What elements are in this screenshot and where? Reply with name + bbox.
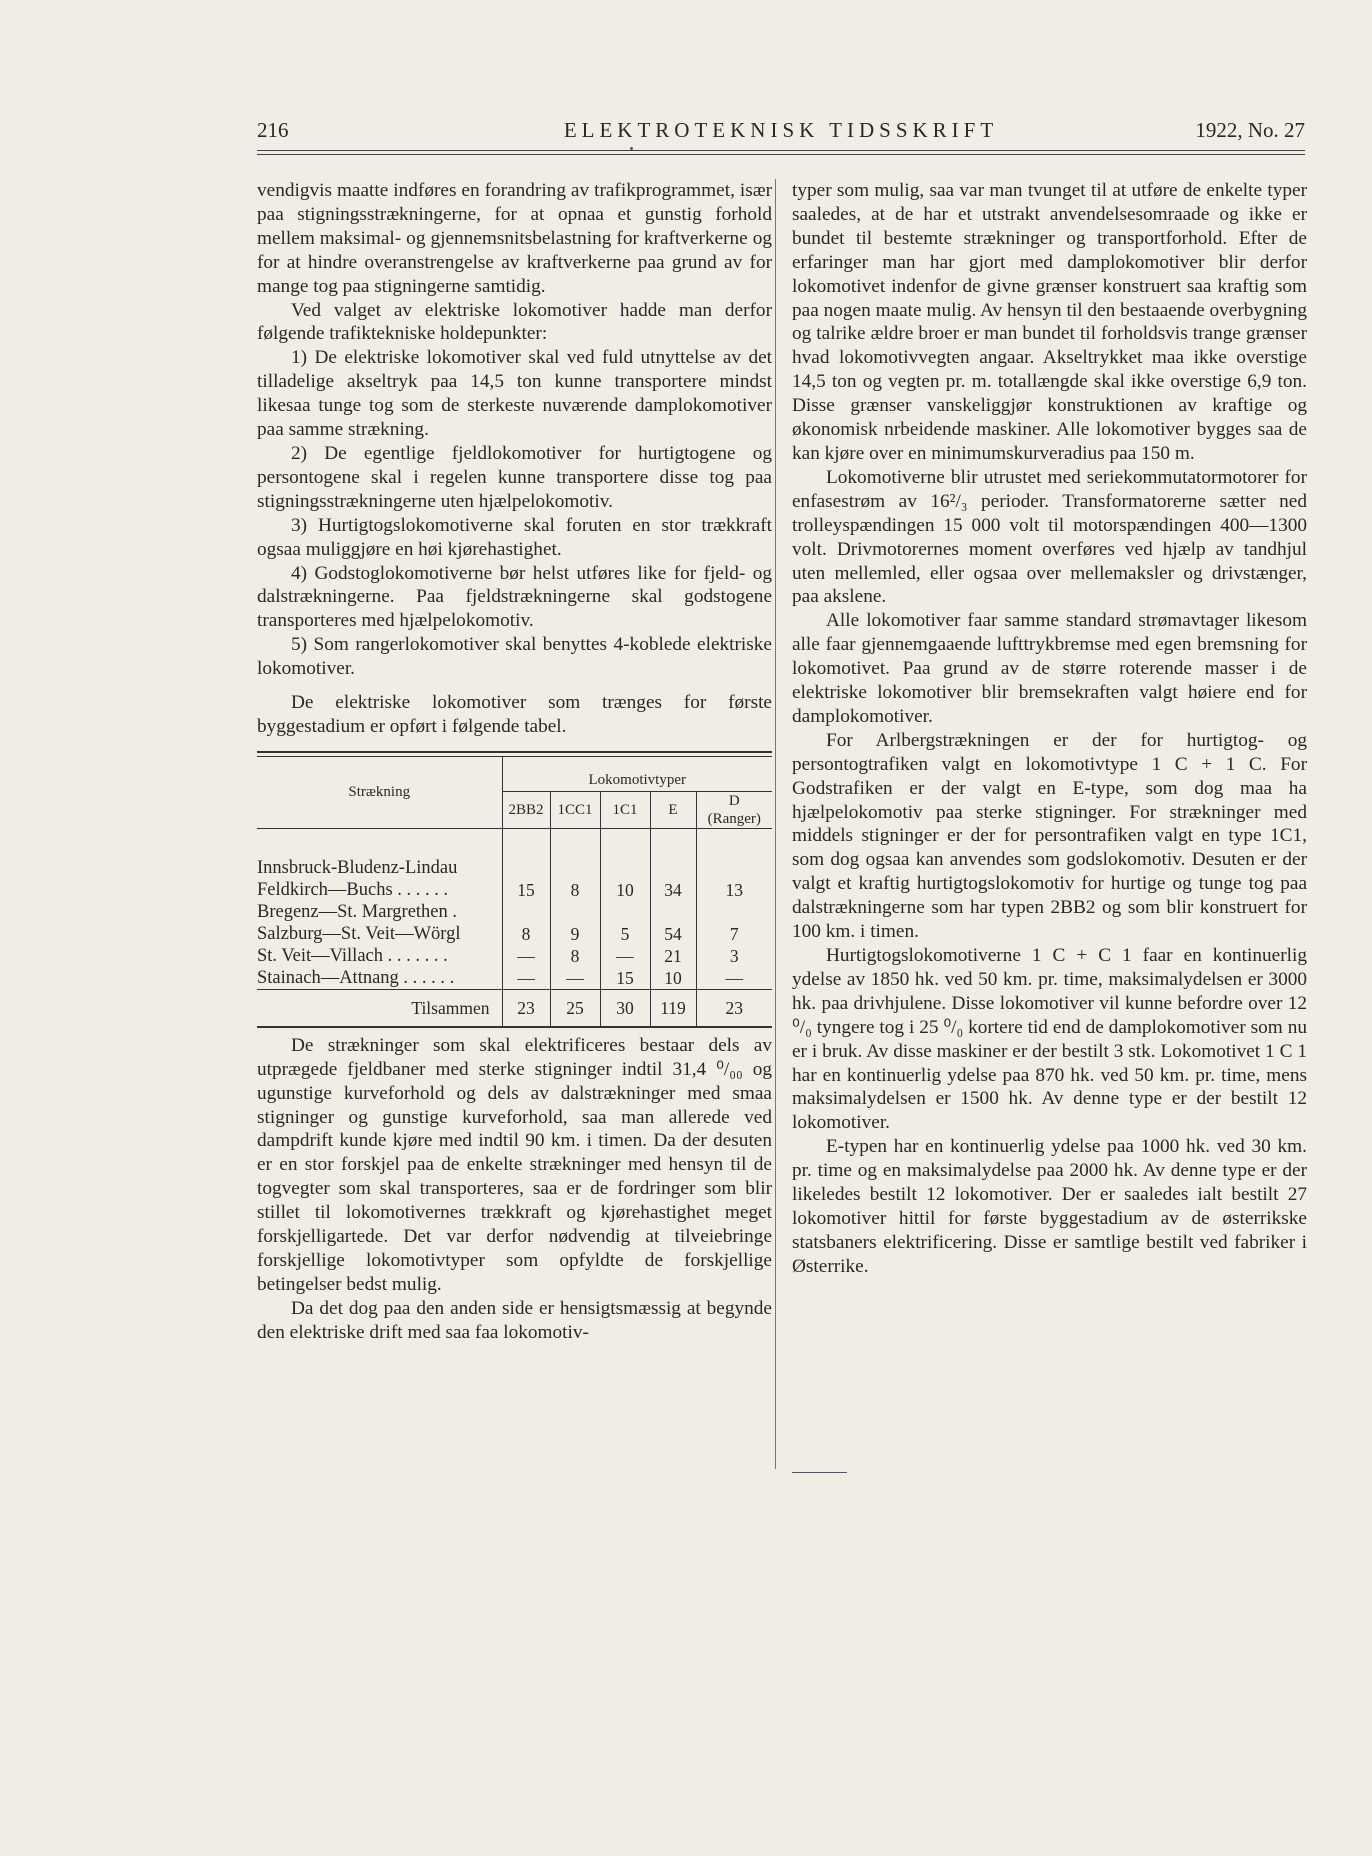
row-label: Salzburg—St. Veit—Wörgl bbox=[257, 923, 461, 944]
table-cell: 10 bbox=[600, 879, 650, 901]
column-separator bbox=[775, 179, 776, 1469]
locomotive-table bbox=[257, 751, 772, 1028]
paragraph: For Arlbergstrækningen er der for hurtigtog- og persontogtrafiken valgt en lokomotivtype 1 C + 1 C. For Godstrafiken er der valgt en E-type, som dog maa ha hjælpelokomotiv paa sterke stigninger. For strækninger med middels stigninger er der for persontrafiken valgt en type 1C1, som dog ogsaa kan anvendes som godslokomotiv. Desuten er der valgt et kraftig hurtigtogslokomotiv for hurtige og tunge tog paa dalstrækningerne som har typen 2BB2 og som blir konstruert for 100 km. i timen. bbox=[792, 729, 1307, 943]
table-cell: 15 bbox=[502, 879, 550, 901]
list-item: 5) Som rangerlokomotiver skal benyttes 4-koblede elektriske lokomotiver. bbox=[257, 634, 772, 680]
row-label: Feldkirch—Buchs . . . . . . bbox=[257, 879, 449, 900]
table-cell: — bbox=[550, 967, 600, 990]
table-cell: 8 bbox=[550, 945, 600, 967]
row-header: Strækning bbox=[257, 757, 502, 829]
row-label: Stainach—Attnang . . . . . . bbox=[257, 967, 455, 988]
paragraph: E-typen har en kontinuerlig ydelse paa 1000 hk. ved 30 km. pr. time og en maksimalydelse paa 2000 hk. Av denne type er der likeledes bestilt 12 lokomotiver. Der er saaledes ialt bestilt 27 lokomotiver hittil for første byggestadium av de østerrikske statsbaners elektrificering. Disse er samtlige bestilt ved fabriker i Østerrike. bbox=[792, 1136, 1307, 1277]
paragraph: Hurtigtogslokomotiverne 1 C + C 1 faar en kontinuerlig ydelse av 1850 hk. ved 50 km. pr. time, maksimalydelsen er 3000 hk. paa drivhjulene. Disse lokomotiver vil kunne befordre over 12 ⁰/₀ tyngere tog i 25 ⁰/₀ kortere tid end de damplokomotiver som nu er i bruk. Av disse maskiner er der bestilt 3 stk. Lokomotivet 1 C 1 har en kontinuerlig ydelse paa 870 hk. ved 50 km. pr. time, mens maksimalydelsen er 1500 hk. Av denne type er der bestilt 12 lokomotiver. bbox=[792, 945, 1307, 1134]
table-cell: — bbox=[696, 967, 772, 990]
total-label: Tilsammen bbox=[257, 989, 502, 1027]
column-header: 1CC1 bbox=[550, 791, 600, 828]
table-cell: 3 bbox=[696, 945, 772, 967]
paragraph: vendigvis maatte indføres en forandring av trafikprogrammet, især paa stigningsstrækningerne, for at opnaa et gunstig forhold mellem maksimal- og gjennemsnitsbelastning for kraftverkerne og for at hindre overanstrengelse av kraftverkerne paa grund av for mange tog paa stigningerne samtidig. bbox=[257, 180, 772, 297]
table-cell: 5 bbox=[600, 923, 650, 945]
column-header-main: D bbox=[728, 792, 740, 809]
journal-title: ELEKTROTEKNISK TIDSSKRIFT bbox=[563, 118, 999, 142]
table-cell: 21 bbox=[650, 945, 696, 967]
table-row bbox=[257, 945, 772, 967]
table-cell: — bbox=[502, 945, 550, 967]
table-cell: 10 bbox=[650, 967, 696, 990]
table-cell: 34 bbox=[650, 879, 696, 901]
table-row bbox=[257, 901, 772, 923]
table-cell: 54 bbox=[650, 923, 696, 945]
paragraph: De strækninger som skal elektrificeres bestaar dels av utprægede fjeldbaner med sterke stigninger indtil 31,4 ⁰/₀₀ og ugunstige kurveforhold og dels av dalstrækninger med smaa stigninger og gunstige kurveforhold, saa man allerede ved dampdrift kunde kjøre med indtil 90 km. i timen. Da der desuten er en stor forskjel paa de enkelte strækninger med hensyn til de togvegter som skal transporteres, saa er de fordringer som blir stillet til lokomotivernes trækkraft og kjørehastighet meget forskjelligartede. Det var derfor nødvendig at tilveiebringe forskjellige lokomotivtyper som opfyldte de forskjellige betingelser bedst mulig. bbox=[257, 1034, 772, 1295]
table-cell: — bbox=[600, 945, 650, 967]
table-row bbox=[257, 967, 772, 990]
total-cell: 23 bbox=[502, 989, 550, 1027]
table-cell: 15 bbox=[600, 967, 650, 990]
list-item: 1) De elektriske lokomotiver skal ved fuld utnyttelse av det tilladelige akseltryk paa 14,5 ton kunne transportere mindst likesaa tunge tog som de sterkeste nuværende damplokomotiver paa samme strækning. bbox=[257, 347, 772, 441]
table-cell: 8 bbox=[502, 923, 550, 945]
table-cell: 8 bbox=[550, 879, 600, 901]
paragraph: Da det dog paa den anden side er hensigtsmæssig at begynde den elektriske drift med saa faa lokomotiv- bbox=[257, 1297, 772, 1343]
right-column bbox=[792, 179, 1307, 1279]
list-item: 4) Godstoglokomotiverne bør helst utføres like for fjeld- og dalstrækningerne. Paa fjeldstrækningerne skal godstogene transporteres med hjælpelokomotiv. bbox=[257, 562, 772, 632]
header-rule-bottom bbox=[257, 154, 1305, 155]
column-header: 1C1 bbox=[600, 791, 650, 828]
header-rule-top bbox=[257, 150, 1305, 151]
total-cell: 30 bbox=[600, 989, 650, 1027]
table-row bbox=[257, 879, 772, 901]
column-header-sub: (Ranger) bbox=[707, 810, 761, 827]
total-cell: 119 bbox=[650, 989, 696, 1027]
paragraph: typer som mulig, saa var man tvunget til at utføre de enkelte typer saaledes, at de har et utstrakt anvendelsesomraade og ikke er bundet til bestemte strækninger og transportforhold. Efter de erfaringer man har gjort med damplokomotiver blir derfor lokomotivet indenfor de givne grænser konstruert saa kraftig som paa nogen maate mulig. Av hensyn til den bestaaende overbygning og talrike ældre broer er man bundet til forholdsvis trange grænser hvad lokomotivvegten angaar. Akseltrykket maa ikke overstige 14,5 ton og vegten pr. m. totallængde skal ikke overstige 6,9 ton. Disse grænser vanskeliggjør konstruktionen av kraftige og økonomisk nrbeidende maskiner. Alle lokomotiver bygges saa de kan kjøre over en minimumskurveradius paa 150 m. bbox=[792, 180, 1307, 464]
total-row bbox=[257, 989, 772, 1027]
list-item: 3) Hurtigtogslokomotiverne skal foruten en stor trækkraft ogsaa muliggjøre en høi kjørehastighet. bbox=[257, 514, 772, 560]
issue-label: 1922, No. 27 bbox=[1195, 118, 1305, 142]
table-cell: 7 bbox=[696, 923, 772, 945]
paragraph: Ved valget av elektriske lokomotiver hadde man derfor følgende trafiktekniske holdepunkter: bbox=[257, 299, 772, 345]
column-header-d bbox=[696, 791, 772, 828]
table-cell: 9 bbox=[550, 923, 600, 945]
paragraph: De elektriske lokomotiver som trænges for første byggestadium er opført i følgende tabel. bbox=[257, 692, 772, 737]
total-cell: 23 bbox=[696, 989, 772, 1027]
left-column bbox=[257, 179, 772, 1345]
header-ornament-dot bbox=[630, 147, 633, 150]
page-number: 216 bbox=[257, 118, 289, 142]
table-row bbox=[257, 828, 772, 879]
row-label: Bregenz—St. Margrethen . bbox=[257, 901, 458, 922]
running-header bbox=[257, 118, 1305, 148]
table-row bbox=[257, 923, 772, 945]
row-label: St. Veit—Villach . . . . . . . bbox=[257, 945, 448, 966]
footer-rule bbox=[792, 1472, 847, 1473]
group-header: Lokomotivtyper bbox=[502, 757, 772, 792]
row-label: Innsbruck-Bludenz-Lindau bbox=[257, 857, 458, 878]
table-cell: 13 bbox=[696, 879, 772, 901]
column-header: 2BB2 bbox=[502, 791, 550, 828]
table-cell: — bbox=[502, 967, 550, 990]
paragraph: Alle lokomotiver faar samme standard strømavtager likesom alle faar gjennemgaaende lufttrykbremse med egen bremsning for lokomotivet. Paa grund av de større roterende masser i de elektriske lokomotiver blir bremsekraften valgt høiere end for damplokomotiver. bbox=[792, 610, 1307, 727]
column-header: E bbox=[650, 791, 696, 828]
list-item: 2) De egentlige fjeldlokomotiver for hurtigtogene og persontogene skal i regelen kunne transportere disse tog paa stigningsstrækningerne uten hjælpelokomotiv. bbox=[257, 442, 772, 512]
paragraph: Lokomotiverne blir utrustet med seriekommutatormotorer for enfasestrøm av 16²/₃ perioder. Transformatorerne sætter ned trolleyspændingen 15 000 volt til motorspændingen 400—1300 volt. Drivmotorernes moment overføres ved hjælp av tandhjul uten mellemled, eller ogsaa over mellemaksler og drivstænger, paa akslene. bbox=[792, 466, 1307, 608]
total-cell: 25 bbox=[550, 989, 600, 1027]
